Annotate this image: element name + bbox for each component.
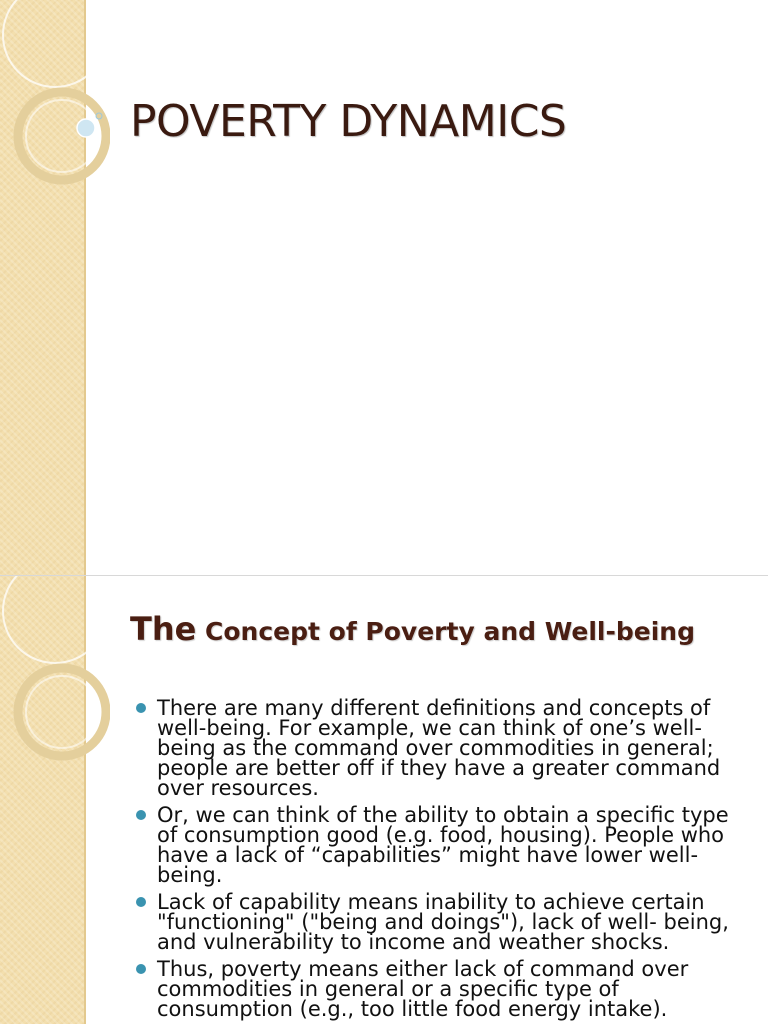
circle-ornament-icon (0, 576, 110, 776)
slide-title: POVERTY DYNAMICS (130, 96, 567, 147)
bullet-list (136, 698, 746, 1024)
bullet-text: Lack of capability means inability to achieve certain "functioning" ("being and doings"), lack of well- being, and vulnerability to income and weather shocks. (157, 890, 729, 954)
bullet-text: Or, we can think of the ability to obtain a specific type of consumption good (e.g. food, housing). People who have a lack of “capabilities” might have lower well-being. (157, 803, 729, 887)
circle-ornament-icon (0, 0, 110, 200)
decorative-sidebar (0, 0, 86, 576)
list-item (136, 892, 746, 952)
bullet-dot-icon (136, 703, 146, 713)
section-heading (130, 610, 740, 651)
bullet-dot-icon (136, 810, 146, 820)
heading-first-word: The (130, 610, 197, 648)
bullet-dot-icon (136, 897, 146, 907)
list-item (136, 959, 746, 1019)
bullet-text: There are many different definitions and concepts of well-being. For example, we can think of one’s well-being as the command over commodities in general; people are better off if they have a greater command over resources. (157, 696, 721, 800)
bullet-text: Thus, poverty means either lack of command over commodities in general or a specific type of consumption (e.g., too little food energy intake). (157, 957, 689, 1021)
slide-2 (0, 576, 768, 1024)
list-item (136, 805, 746, 885)
list-item (136, 698, 746, 798)
heading-rest: Concept of Poverty and Well-being (196, 617, 695, 646)
decorative-sidebar (0, 576, 86, 1024)
bullet-dot-icon (136, 964, 146, 974)
